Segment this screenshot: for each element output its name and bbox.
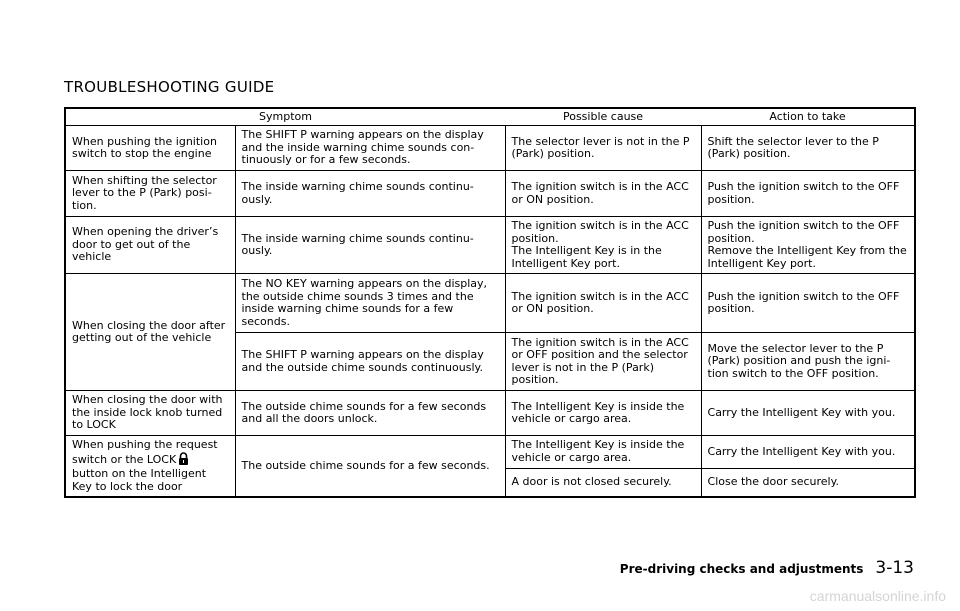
table-row <box>65 171 915 217</box>
table-row <box>65 391 915 436</box>
symptom-text-part: button on the Intelligent Key to lock the door <box>72 467 207 493</box>
action-cell: Shift the selector lever to the P (Park) position. <box>701 126 915 171</box>
indication-cell: The NO KEY warning appears on the display, the outside chime sounds 3 times and the inside warning chime sounds for a few seconds. <box>235 274 505 333</box>
action-cell: Carry the Intelligent Key with you. <box>701 391 915 436</box>
symptom-cell: When closing the door after getting out of the vehicle <box>65 274 235 391</box>
header-action: Action to take <box>701 108 915 126</box>
symptom-text-part: When pushing the request switch or the LOCK <box>72 438 218 466</box>
page-title: TROUBLESHOOTING GUIDE <box>64 78 275 96</box>
indication-cell: The inside warning chime sounds continu-ously. <box>235 171 505 217</box>
symptom-cell <box>65 436 235 498</box>
header-symptom: Symptom <box>65 108 505 126</box>
cause-cell: The ignition switch is in the ACC or ON position. <box>505 171 701 217</box>
indication-cell: The SHIFT P warning appears on the display and the outside chime sounds continuously. <box>235 333 505 391</box>
indication-cell: The outside chime sounds for a few seconds and all the doors unlock. <box>235 391 505 436</box>
page-footer <box>620 558 914 578</box>
indication-cell: The outside chime sounds for a few seconds. <box>235 436 505 498</box>
symptom-cell: When closing the door with the inside lock knob turned to LOCK <box>65 391 235 436</box>
page-number: 3-13 <box>875 558 914 578</box>
troubleshooting-table <box>64 107 916 498</box>
cause-cell: The ignition switch is in the ACC position. The Intelligent Key is in the Intelligent Key port. <box>505 217 701 274</box>
symptom-cell: When shifting the selector lever to the P (Park) posi-tion. <box>65 171 235 217</box>
watermark: carmanualsonline.info <box>809 588 946 604</box>
symptom-cell: When opening the driver’s door to get out of the vehicle <box>65 217 235 274</box>
cause-cell: The selector lever is not in the P (Park) position. <box>505 126 701 171</box>
section-title: Pre-driving checks and adjustments <box>619 562 864 576</box>
cause-cell: The Intelligent Key is inside the vehicle or cargo area. <box>505 391 701 436</box>
lock-icon <box>178 452 189 469</box>
table-row <box>65 126 915 171</box>
indication-cell: The SHIFT P warning appears on the display and the inside warning chime sounds con-tinuously or for a few seconds. <box>235 126 505 171</box>
action-cell: Move the selector lever to the P (Park) position and push the igni-tion switch to the OFF position. <box>701 333 915 391</box>
action-cell: Close the door securely. <box>701 468 915 497</box>
symptom-cell: When pushing the ignition switch to stop the engine <box>65 126 235 171</box>
cause-cell: The Intelligent Key is inside the vehicle or cargo area. <box>505 436 701 469</box>
action-cell: Push the ignition switch to the OFF position. Remove the Intelligent Key from the Intelligent Key port. <box>701 217 915 274</box>
cause-cell: A door is not closed securely. <box>505 468 701 497</box>
header-possible-cause: Possible cause <box>505 108 701 126</box>
indication-cell: The inside warning chime sounds continu-ously. <box>235 217 505 274</box>
cause-cell: The ignition switch is in the ACC or OFF position and the selector lever is not in the P (Park) position. <box>505 333 701 391</box>
table-header-row <box>65 108 915 126</box>
cause-cell: The ignition switch is in the ACC or ON position. <box>505 274 701 333</box>
table-row <box>65 274 915 333</box>
action-cell: Carry the Intelligent Key with you. <box>701 436 915 469</box>
action-cell: Push the ignition switch to the OFF position. <box>701 274 915 333</box>
table-row <box>65 436 915 469</box>
action-cell: Push the ignition switch to the OFF position. <box>701 171 915 217</box>
table-row <box>65 217 915 274</box>
